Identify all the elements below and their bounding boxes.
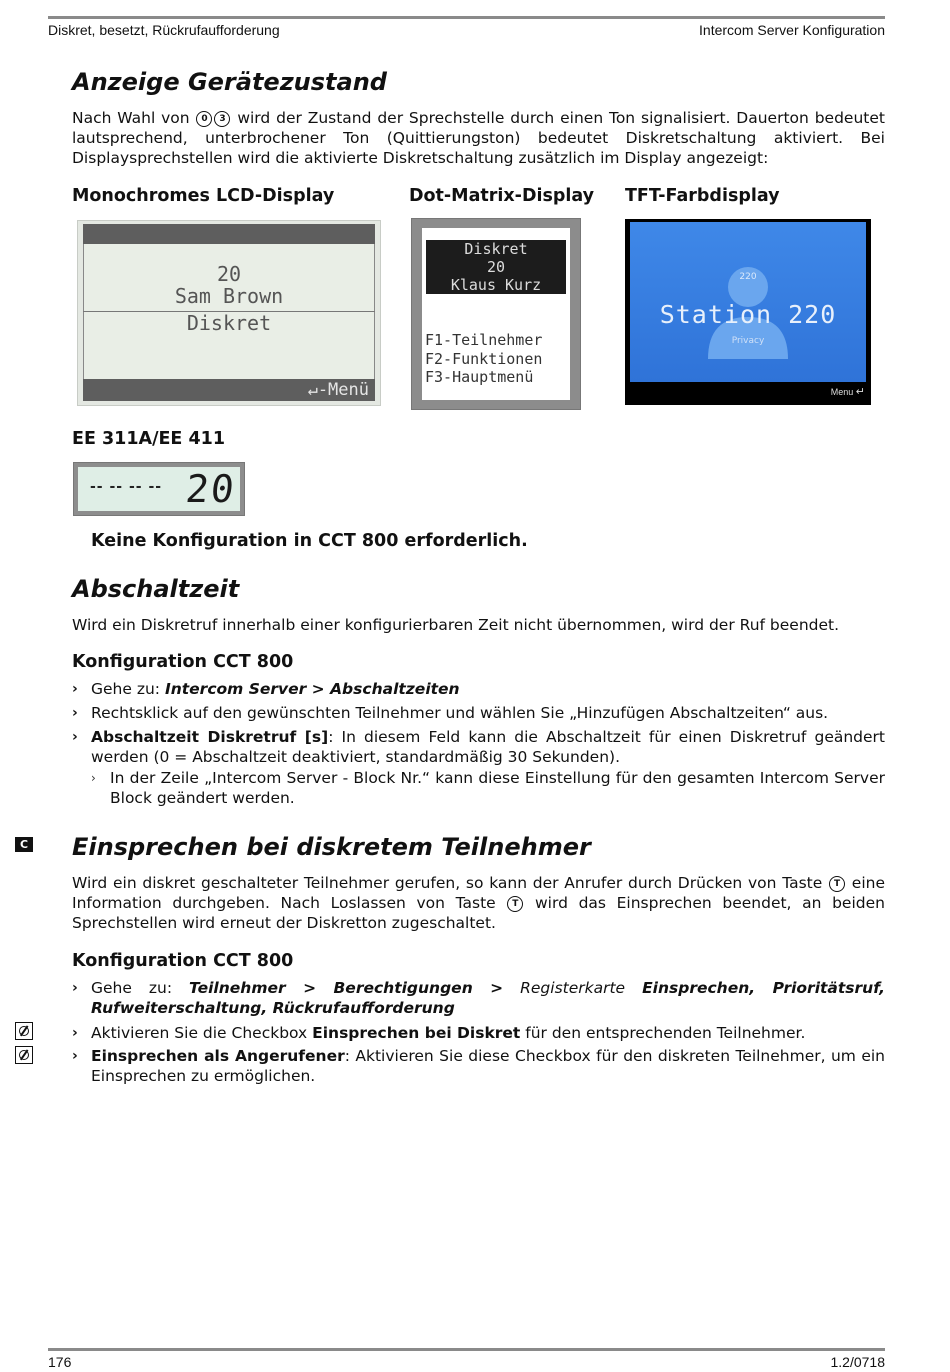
lcd-bottom-bar [83, 379, 375, 401]
bullet-text: Rechtsklick auf den gewünschten Teilnehmer und wählen Sie „Hinzufügen Abschaltzeiten“ aus. [91, 704, 829, 722]
chevron-right-icon: › [72, 729, 78, 745]
dot-line-2: 20 [486, 258, 506, 276]
bullet-text: für den entsprechenden Teilnehmer. [520, 1024, 806, 1042]
label-mono: Monochromes LCD-Display [72, 186, 335, 206]
tft-privacy: Privacy [731, 336, 765, 346]
header-rule [48, 16, 885, 19]
para-text: wird der Zustand der Sprechstelle durch einen Ton signalisiert. Dauerton bedeutet lautsprechend, unterbrochener Ton (Quittierungston) bedeutet Diskretschaltung aktiviert. Bei Displaysprechstellen wird die aktivierte Diskretschaltung zusätzlich im Display angezeigt: [72, 109, 885, 167]
key-t-icon: T [507, 896, 523, 912]
bullet-text: Aktivieren Sie die Checkbox [91, 1024, 313, 1042]
chevron-right-icon: › [72, 980, 78, 996]
label-dot: Dot-Matrix-Display [409, 186, 595, 206]
label-tft: TFT-Farbdisplay [625, 186, 780, 206]
section-title-anzeige: Anzeige Gerätezustand [72, 68, 387, 96]
bullet-text: Gehe zu: [91, 680, 165, 698]
list-item [72, 978, 885, 1018]
list-item [72, 703, 885, 723]
lcd-top-bar [83, 224, 375, 244]
checkbox-name: Einsprechen als Angerufener [91, 1047, 345, 1065]
nav-path-italic: Registerkarte [503, 979, 643, 997]
no-option-icon [15, 1046, 33, 1064]
tft-station: Station 220 [659, 300, 837, 329]
list-item [72, 1046, 885, 1086]
tab-name: Einsprechen, Prioritätsruf, Rufweiterschaltung, Rückrufaufforderung [91, 979, 885, 1017]
chevron-right-icon: › [72, 681, 78, 697]
lcd-menu-label: ↵-Menü [307, 380, 369, 400]
nav-path: Intercom Server > Abschaltzeiten [164, 680, 460, 698]
bullet-text: : Aktivieren Sie diese Checkbox für den diskreten Teilnehmer, um ein Einsprechen zu ermöglichen. [91, 1047, 885, 1085]
bullet-text: : In diesem Feld kann die Abschaltzeit für einen Diskretruf geändert werden (0 = Abschaltzeit deaktiviert, standardmäßig 30 Sekunden). [91, 728, 885, 766]
key-3-icon: 3 [214, 111, 230, 127]
sub-list-item [91, 768, 885, 808]
section3-paragraph [72, 873, 885, 933]
margin-tag-c: C [15, 837, 33, 852]
dot-matrix-display [411, 218, 581, 410]
chevron-right-icon: › [72, 1048, 78, 1064]
config-title-2: Konfiguration CCT 800 [72, 652, 294, 672]
ee-number: 20 [183, 467, 239, 511]
list-item [72, 679, 885, 699]
para-text: wird das Einsprechen beendet, an beiden Sprechstellen wird erneut der Diskretton zugeschaltet. [72, 894, 885, 932]
note-no-config: Keine Konfiguration in CCT 800 erforderlich. [91, 531, 528, 551]
lcd-line-1: 20 [216, 262, 242, 286]
menu-return-icon: ↵ [855, 386, 865, 398]
dot-line-1: Diskret [464, 240, 528, 258]
sub-bullet-text: In der Zeile „Intercom Server - Block Nr.“ kann diese Einstellung für den gesamten Intercom Server Block geändert werden. [110, 769, 885, 807]
chevron-right-icon: › [72, 1025, 78, 1041]
chevron-right-icon: › [72, 705, 78, 721]
dot-menu-f2: F2-Funktionen [425, 349, 543, 368]
section1-paragraph [72, 108, 885, 168]
dot-menu-f1: F1-Teilnehmer [425, 331, 543, 349]
lcd-line-2: Sam Brown [174, 284, 284, 308]
bullet-text: Gehe zu: [91, 979, 190, 997]
config-title-3: Konfiguration CCT 800 [72, 951, 294, 971]
tft-color-display [625, 219, 871, 405]
outline-chevron-icon: › [91, 771, 96, 785]
key-t-icon: T [829, 876, 845, 892]
header-left: Diskret, besetzt, Rückrufaufforderung [48, 22, 280, 38]
page-number: 176 [48, 1354, 72, 1370]
ee-dashes: -- -- -- -- [90, 479, 163, 495]
header-right: Intercom Server Konfiguration [699, 22, 885, 38]
ee-segment-display [73, 462, 245, 516]
no-option-icon [15, 1022, 33, 1040]
section2-paragraph: Wird ein Diskretruf innerhalb einer konfigurierbaren Zeit nicht übernommen, wird der Ruf beendet. [72, 616, 840, 634]
list-item [72, 727, 885, 767]
tft-menu-text: Menu [830, 387, 854, 397]
para-text: Wird ein diskret geschalteter Teilnehmer gerufen, so kann der Anrufer durch Drücken von Taste [72, 874, 823, 892]
page-footer [48, 1354, 885, 1370]
tft-menu-label [831, 385, 865, 398]
lcd-line-3: Diskret [186, 311, 272, 335]
para-text: eine Information durchgeben. Nach Loslassen von Taste [72, 874, 885, 912]
para-text: Nach Wahl von [72, 109, 190, 127]
list-item [72, 1023, 885, 1043]
footer-rule [48, 1348, 885, 1351]
mono-lcd-display [77, 220, 381, 406]
label-ee: EE 311A/EE 411 [72, 429, 225, 449]
key-0-icon: 0 [196, 111, 212, 127]
checkbox-name: Einsprechen bei Diskret [312, 1024, 521, 1042]
page-header [48, 22, 885, 38]
tft-badge: 220 [739, 272, 757, 282]
nav-path: Teilnehmer > Berechtigungen > [189, 979, 504, 997]
section-title-einsprechen: Einsprechen bei diskretem Teilnehmer [72, 833, 591, 861]
section-title-abschaltzeit: Abschaltzeit [72, 575, 240, 603]
field-name: Abschaltzeit Diskretruf [s] [91, 728, 329, 746]
doc-version: 1.2/0718 [830, 1354, 885, 1370]
dot-menu-f3: F3-Hauptmenü [425, 368, 534, 386]
dot-line-3: Klaus Kurz [450, 276, 542, 294]
